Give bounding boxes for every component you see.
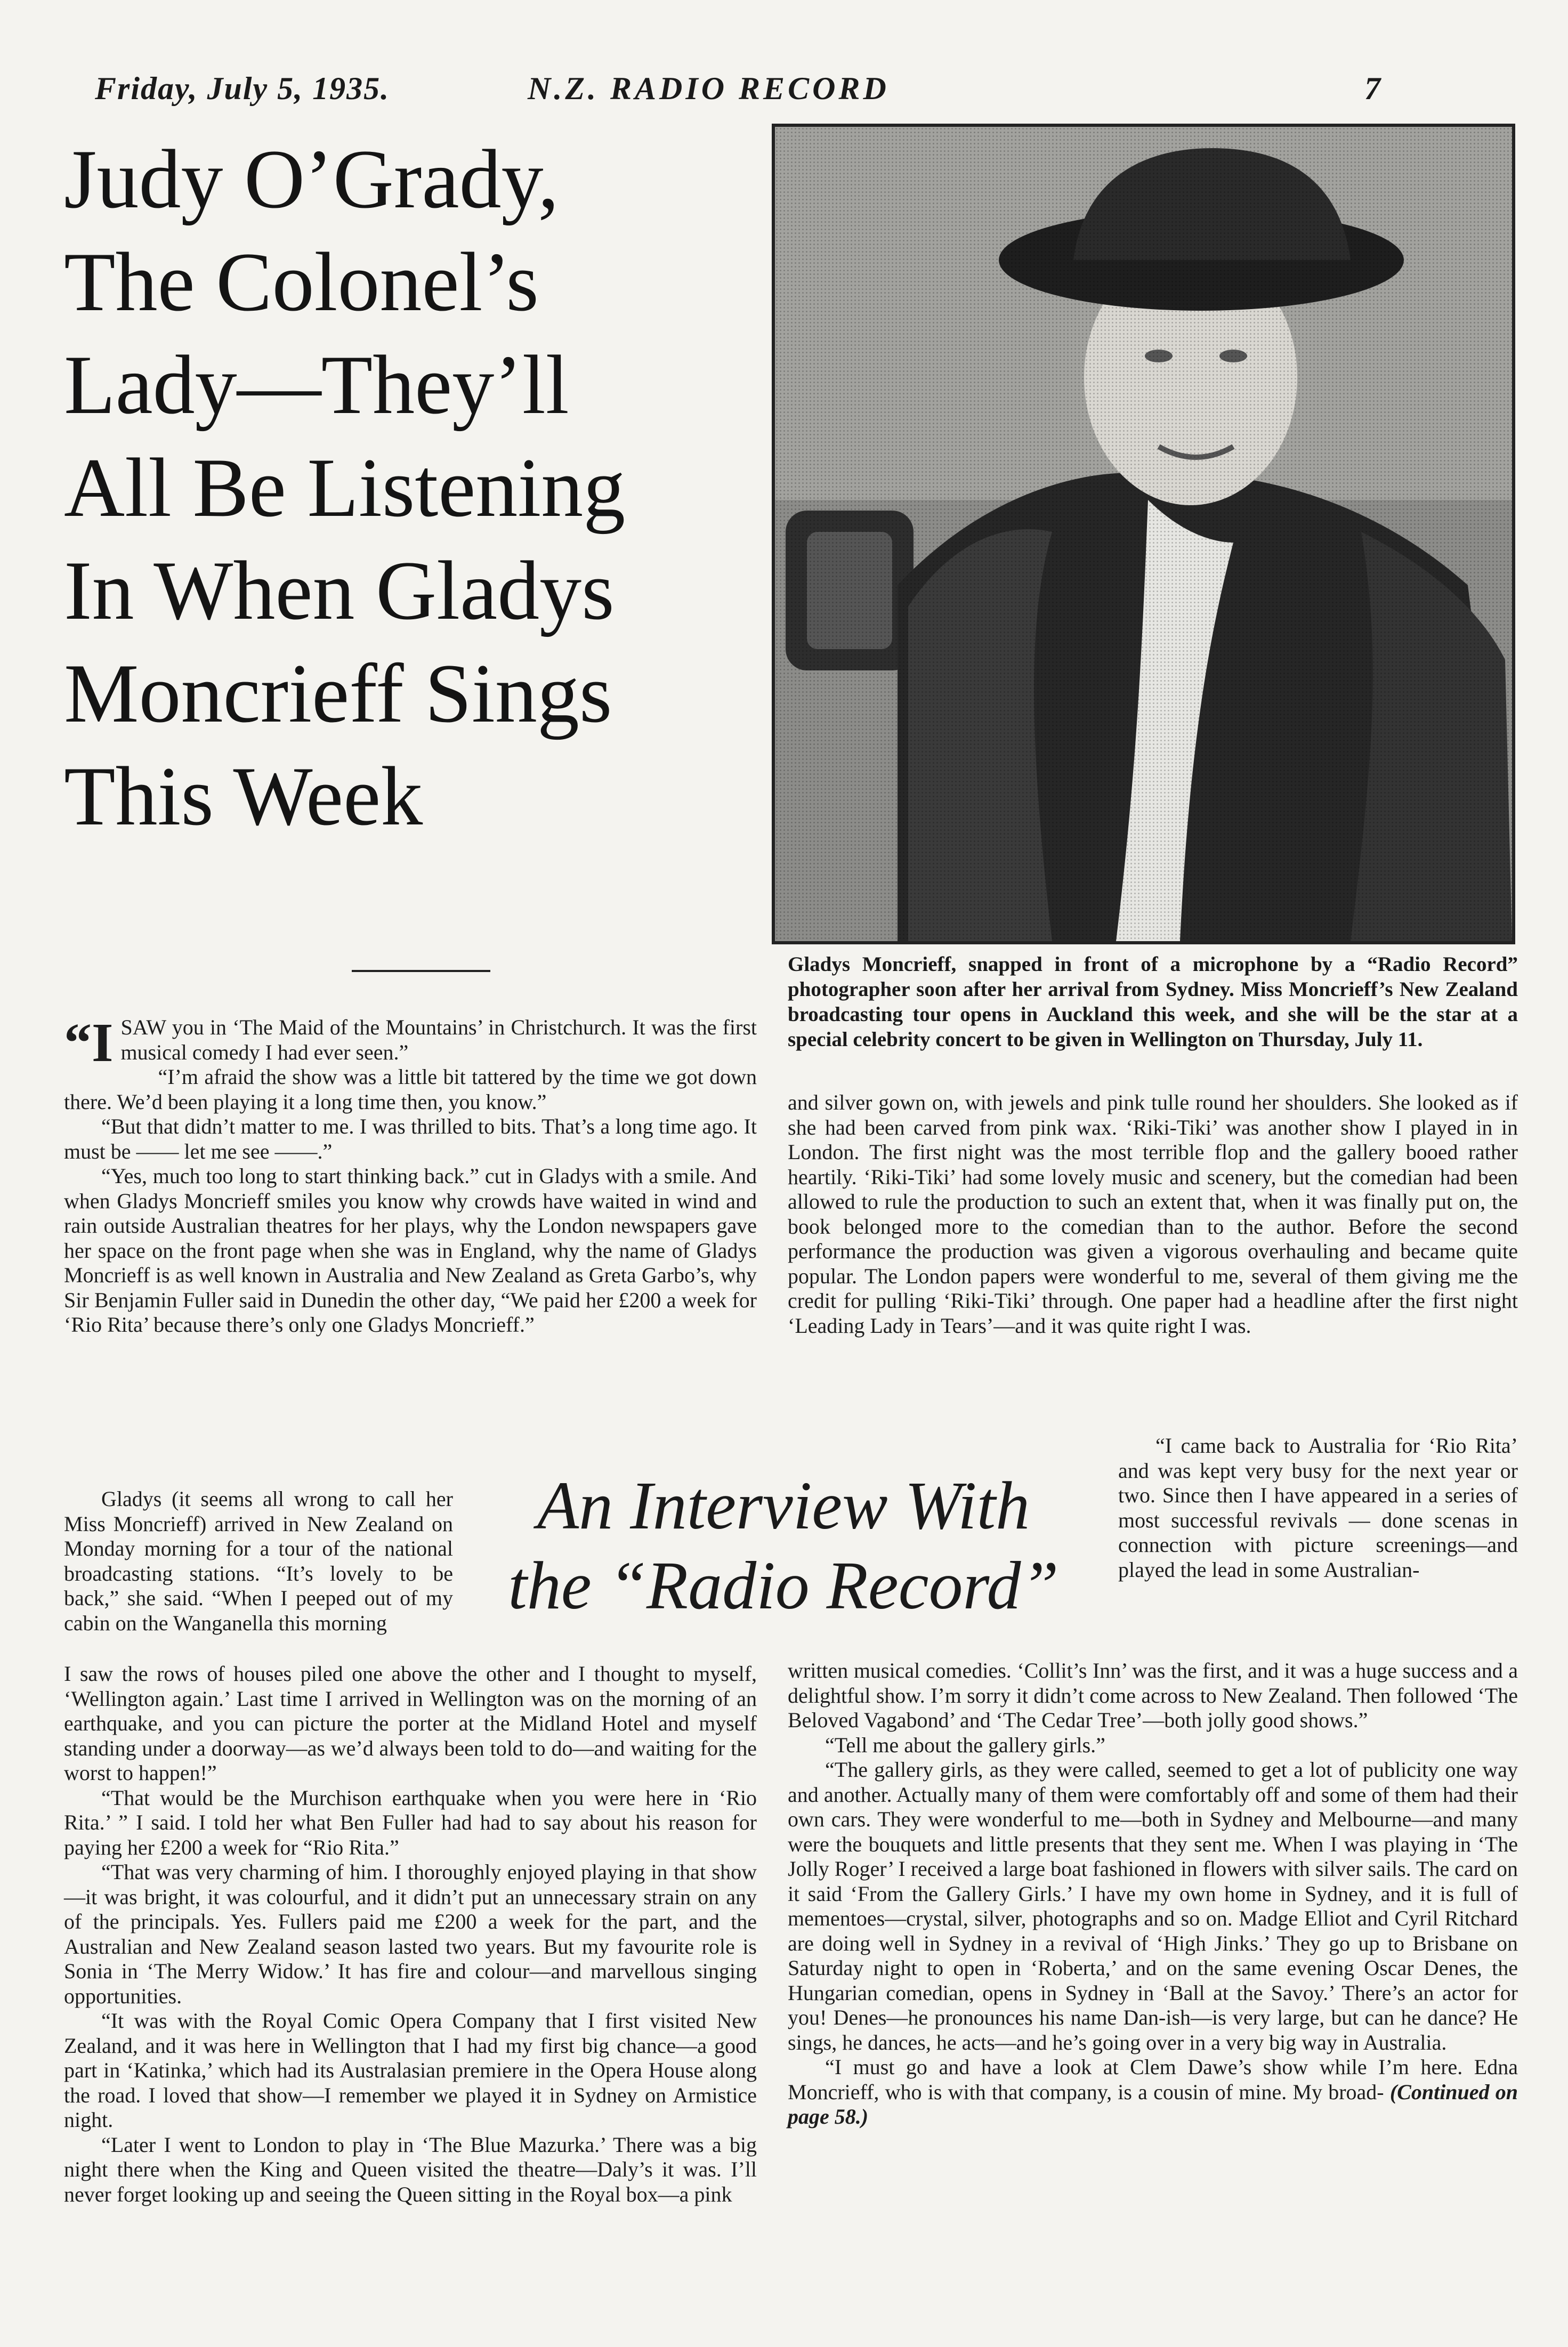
- headline-line: The Colonel’s: [64, 236, 539, 329]
- article-paragraph: “Later I went to London to play in ‘The Blue Mazurka.’ There was a big night there when the King and Queen visited the theatre—Daly’s it was. I’ll never forget looking up and seeing the Queen sitting in the Royal box—a pink: [64, 2132, 757, 2206]
- closing-text: “I must go and have a look at Clem Dawe’s show while I’m here. Edna Moncrieff, who is with that company, is a cousin of mine. My broad-: [788, 2055, 1518, 2104]
- article-paragraph: “I’m afraid the show was a little bit tattered by the time we got down there. We’d been playing it a long time then, you know.”: [64, 1065, 757, 1114]
- headline-line: Moncrieff Sings: [64, 647, 612, 740]
- headline-line: In When Gladys: [64, 544, 615, 637]
- headline-line: Lady—They’ll: [64, 338, 569, 432]
- left-column-top: [64, 1012, 757, 1338]
- article-paragraph: “But that didn’t matter to me. I was thrilled to bits. That’s a long time ago. It must be —— let me see ——.”: [64, 1114, 757, 1163]
- article-paragraph: “That would be the Murchison earthquake when you were here in ‘Rio Rita.’ ” I said. I told her what Ben Fuller had had to say about his reason for paying her £200 a week for “Rio Rita.”: [64, 1785, 757, 1859]
- subhead-line: An Interview With: [537, 1468, 1030, 1543]
- headline-line: This Week: [64, 750, 423, 843]
- left-column-bottom: [64, 1662, 757, 2207]
- opening-text: SAW you in ‘The Maid of the Mountains’ in Christchurch. It was the first musical comedy I had ever seen.”: [120, 1015, 757, 1064]
- interview-subhead: [464, 1466, 1103, 1625]
- portrait-photo: [772, 124, 1515, 944]
- opening-paragraph: [64, 1012, 757, 1073]
- continued-note: (Continued on page 58.): [788, 2079, 1518, 2129]
- headline-line: All Be Listening: [64, 441, 626, 535]
- right-column-top: [788, 1090, 1518, 1338]
- article-paragraph: and silver gown on, with jewels and pink tulle round her shoulders. She looked as if she had been carved from pink wax. ‘Riki-Tiki’ was another show I played in in London. The first night was the most terrible flop and the gallery booed rather heartily. ‘Riki-Tiki’ had some lovely music and scenery, but the comedian had been allowed to rule the production to such an extent that, when it was finally put on, the book belonged more to the comedian than to the author. Before the second performance the production was given a vigorous overhauling and became quite popular. The London papers were wonderful to me, several of them giving me the credit for pulling ‘Riki-Tiki’ through. One paper had a headline after the first night ‘Leading Lady in Tears’—and it was quite right I was.: [788, 1090, 1518, 1338]
- article-paragraph: [788, 2055, 1518, 2130]
- article-paragraph: written musical comedies. ‘Collit’s Inn’ was the first, and it was a huge success and a delightful show. I’m sorry it didn’t come across to New Zealand. Then followed ‘The Beloved Vagabond’ and ‘The Cedar Tree’—both jolly good shows.”: [788, 1658, 1518, 1732]
- photo-caption: Gladys Moncrieff, snapped in front of a microphone by a “Radio Record” photographer soon after her arrival from Sydney. Miss Moncrieff’s New Zealand broadcasting tour opens in Auckland this week, and she will be the star at a special celebrity concert to be given in Wellington on Thursday, July 11.: [788, 953, 1518, 1051]
- article-paragraph: I saw the rows of houses piled one above the other and I thought to myself, ‘Wellington again.’ Last time I arrived in Wellington was on the morning of an earthquake, and you can picture the porter at the Midland Hotel and myself standing under a doorway—as we’d always been told to do—and waiting for the worst to happen!”: [64, 1662, 757, 1785]
- headline: [64, 128, 735, 848]
- article-paragraph: “I came back to Australia for ‘Rio Rita’ and was kept very busy for the next year or two. Since then I have appeared in a series of most successful revivals — done scenas in connection with picture screenings—and played the lead in some Australian-: [1118, 1434, 1518, 1582]
- headline-line: Judy O’Grady,: [64, 133, 559, 226]
- publication-title: N.Z. RADIO RECORD: [528, 71, 890, 106]
- right-column-narrow: [1118, 1434, 1518, 1582]
- left-column-narrow: [64, 1487, 453, 1636]
- portrait-image: [775, 127, 1512, 941]
- right-column-bottom: [788, 1658, 1518, 2130]
- subhead-line: the “Radio Record”: [508, 1548, 1059, 1623]
- page-number: 7: [1364, 71, 1381, 106]
- issue-date: Friday, July 5, 1935.: [95, 71, 390, 106]
- article-paragraph: “It was with the Royal Comic Opera Company that I first visited New Zealand, and it was here in Wellington that I had my first big chance—a good part in ‘Katinka,’ which had its Australasian premiere in the Opera House along the road. I loved that show—I remember we played it in Sydney on Armistice night.: [64, 2009, 757, 2132]
- article-paragraph: “Tell me about the gallery girls.”: [825, 1733, 1105, 1757]
- headline-divider: [352, 970, 490, 972]
- article-paragraph: “The gallery girls, as they were called, seemed to get a lot of publicity one way and another. Actually many of them were comfortably off and some of them had their own cars. They were wonderful to me—both in Sydney and Melbourne—and many were the bouquets and little presents that they sent me. When I was playing in ‘The Jolly Roger’ I received a large boat fashioned in flowers with silver sails. The card on it said ‘From the Gallery Girls.’ I have my own home in Sydney, and it is full of mementoes—crystal, silver, photographs and so on. Madge Elliot and Cyril Ritchard are doing well in Sydney in a revival of ‘High Jinks.’ They go up to Brisbane on Saturday night to open in ‘Roberta,’ and on the same evening Oscar Denes, the Hungarian comedian, opens in Sydney in ‘Ball at the Savoy.’ There’s an actor for you! Denes—he pronounces his name Dan-ish—is very large, but can he dance? He sings, he dances, he acts—and he’s going over in a very big way in Australia.: [788, 1758, 1518, 2054]
- drop-cap: “I: [64, 1012, 114, 1073]
- article-paragraph: “Yes, much too long to start thinking back.” cut in Gladys with a smile. And when Gladys Moncrieff smiles you know why crowds have waited in wind and rain outside Australian theatres for her plays, why the London newspapers gave her space on the front page when she was in England, why the name of Gladys Moncrieff is as well known in Australia and New Zealand as Greta Garbo’s, why Sir Benjamin Fuller said in Dunedin the other day, “We paid her £200 a week for ‘Rio Rita’ because there’s only one Gladys Moncrieff.”: [64, 1164, 757, 1337]
- article-paragraph: “That was very charming of him. I thoroughly enjoyed playing in that show—it was bright, it was colourful, and it didn’t put an unnecessary strain on any of the principals. Yes. Fullers paid me £200 a week for the part, and the Australian and New Zealand season lasted two years. But my favourite role is Sonia in ‘The Merry Widow.’ It has fire and colour—and marvellous singing opportunities.: [64, 1860, 757, 2008]
- article-paragraph: Gladys (it seems all wrong to call her Miss Moncrieff) arrived in New Zealand on Monday morning for a tour of the national broadcasting stations. “It’s lovely to be back,” she said. “When I peeped out of my cabin on the Wanganella this morning: [64, 1487, 453, 1635]
